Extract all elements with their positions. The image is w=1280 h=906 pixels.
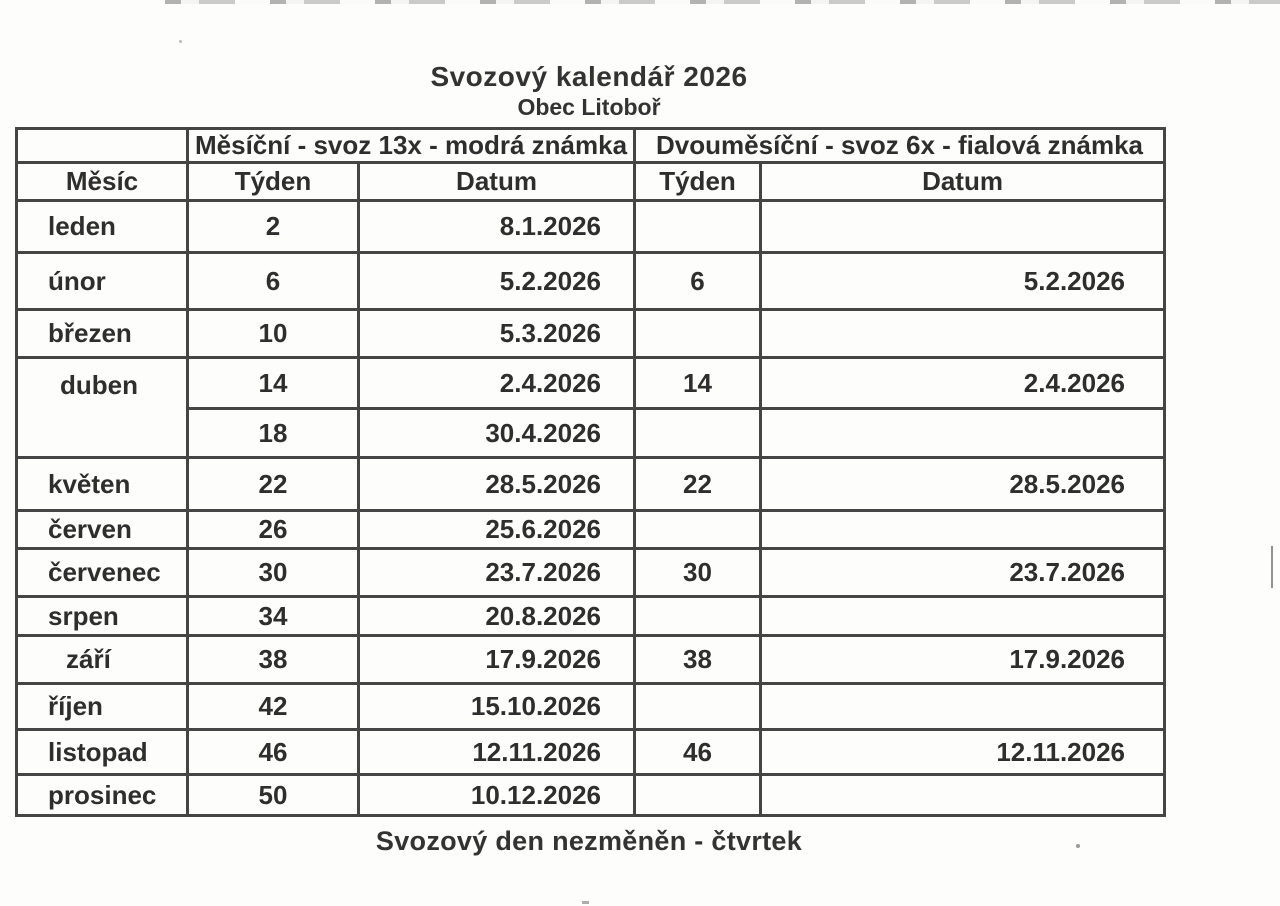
table-row [17,549,1165,597]
column-header-month: Měsíc [17,163,188,201]
cell-week-monthly: 30 [188,549,359,597]
cell-month: duben [17,358,188,458]
cell-date-monthly: 5.3.2026 [359,310,635,358]
table-row [17,310,1165,358]
scan-artifact-dash [582,901,589,904]
table-row [17,458,1165,511]
column-header-week-monthly: Týden [188,163,359,201]
cell-week-monthly: 22 [188,458,359,511]
cell-week-bimonthly [635,511,761,549]
cell-week-bimonthly: 6 [635,253,761,310]
cell-month: listopad [17,730,188,775]
cell-week-monthly: 18 [188,409,359,458]
cell-month: leden [17,201,188,253]
section-header-row [17,129,1165,163]
corner-empty-cell [17,129,188,163]
table-row [17,684,1165,730]
cell-date-bimonthly [761,201,1165,253]
cell-week-monthly: 34 [188,597,359,636]
section-header-bimonthly: Dvouměsíční - svoz 6x - fialová známka [635,129,1165,163]
page-title: Svozový kalendář 2026 [430,61,748,92]
cell-month: březen [17,310,188,358]
cell-date-monthly: 17.9.2026 [359,636,635,684]
cell-date-bimonthly [761,409,1165,458]
table-row [17,409,1165,458]
cell-date-monthly: 28.5.2026 [359,458,635,511]
cell-date-monthly: 5.2.2026 [359,253,635,310]
cell-week-monthly: 14 [188,358,359,409]
cell-week-bimonthly: 22 [635,458,761,511]
cell-date-monthly: 12.11.2026 [359,730,635,775]
cell-week-monthly: 10 [188,310,359,358]
scanned-document [15,60,1163,857]
cell-week-monthly: 50 [188,775,359,816]
table-row [17,636,1165,684]
scan-artifact-dot [179,40,182,43]
section-header-monthly: Měsíční - svoz 13x - modrá známka [188,129,635,163]
collection-calendar-table [15,127,1166,817]
cell-date-monthly: 8.1.2026 [359,201,635,253]
column-header-row [17,163,1165,201]
cell-week-monthly: 38 [188,636,359,684]
table-row [17,253,1165,310]
table-row [17,511,1165,549]
cell-month: září [17,636,188,684]
cell-date-bimonthly [761,597,1165,636]
cell-date-monthly: 10.12.2026 [359,775,635,816]
cell-week-bimonthly [635,684,761,730]
cell-week-monthly: 42 [188,684,359,730]
cell-date-bimonthly: 5.2.2026 [761,253,1165,310]
table-row [17,358,1165,409]
cell-date-bimonthly [761,511,1165,549]
cell-week-bimonthly: 30 [635,549,761,597]
cell-date-bimonthly: 2.4.2026 [761,358,1165,409]
cell-date-monthly: 25.6.2026 [359,511,635,549]
table-row [17,730,1165,775]
cell-date-bimonthly: 12.11.2026 [761,730,1165,775]
cell-date-bimonthly: 28.5.2026 [761,458,1165,511]
cell-month: srpen [17,597,188,636]
cell-week-monthly: 6 [188,253,359,310]
column-header-week-bimonthly: Týden [635,163,761,201]
table-row [17,597,1165,636]
page-subtitle: Obec Litoboř [517,94,661,120]
cell-week-monthly: 26 [188,511,359,549]
scan-artifact-right-tick [1271,546,1273,588]
column-header-date-bimonthly: Datum [761,163,1165,201]
cell-week-monthly: 46 [188,730,359,775]
cell-week-bimonthly: 46 [635,730,761,775]
cell-date-bimonthly [761,775,1165,816]
cell-week-bimonthly [635,597,761,636]
cell-week-bimonthly: 38 [635,636,761,684]
column-header-date-monthly: Datum [359,163,635,201]
cell-month: prosinec [17,775,188,816]
cell-week-monthly: 2 [188,201,359,253]
collection-day-note: Svozový den nezměněn - čtvrtek [375,826,803,856]
cell-month: únor [17,253,188,310]
cell-week-bimonthly [635,201,761,253]
cell-week-bimonthly [635,409,761,458]
cell-month: červenec [17,549,188,597]
cell-date-bimonthly [761,684,1165,730]
cell-date-monthly: 20.8.2026 [359,597,635,636]
table-row [17,201,1165,253]
cell-date-monthly: 15.10.2026 [359,684,635,730]
cell-week-bimonthly [635,775,761,816]
cell-date-bimonthly: 23.7.2026 [761,549,1165,597]
scan-artifact-top-smudge [165,0,1280,4]
cell-date-bimonthly: 17.9.2026 [761,636,1165,684]
cell-date-monthly: 2.4.2026 [359,358,635,409]
cell-week-bimonthly [635,310,761,358]
cell-month: květen [17,458,188,511]
cell-week-bimonthly: 14 [635,358,761,409]
cell-date-bimonthly [761,310,1165,358]
cell-month: červen [17,511,188,549]
cell-month: říjen [17,684,188,730]
cell-date-monthly: 30.4.2026 [359,409,635,458]
table-row [17,775,1165,816]
cell-date-monthly: 23.7.2026 [359,549,635,597]
